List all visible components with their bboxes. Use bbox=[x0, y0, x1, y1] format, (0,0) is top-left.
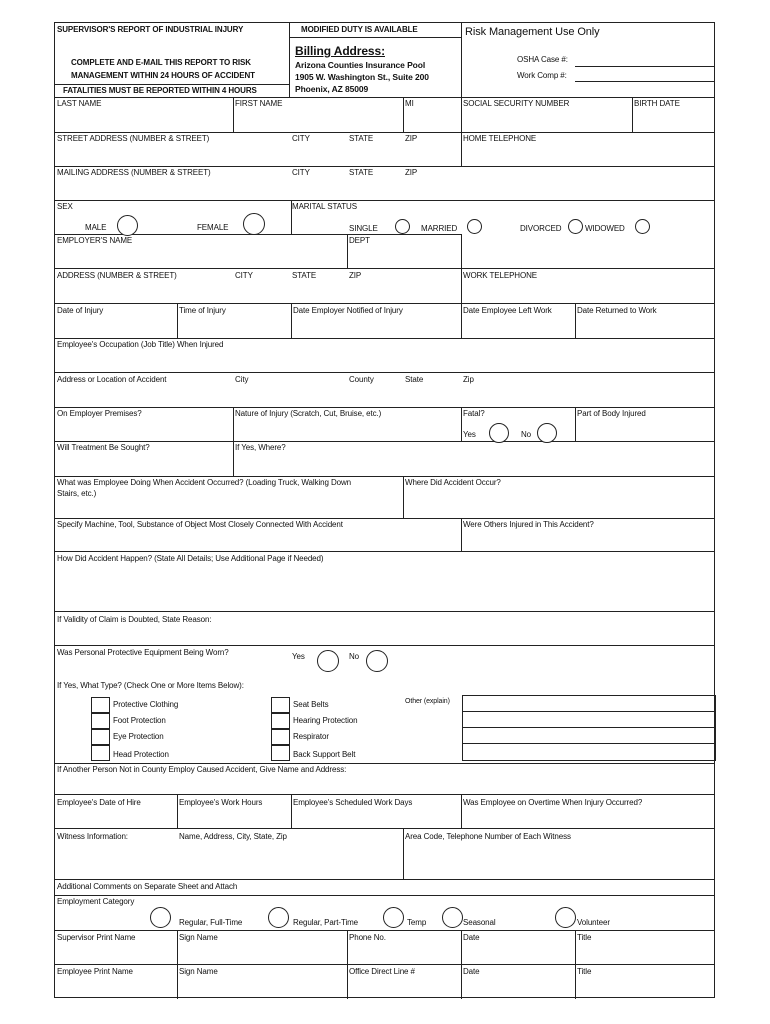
form-title: SUPERVISOR'S REPORT OF INDUSTRIAL INJURY bbox=[57, 25, 244, 34]
ppe-no-radio[interactable] bbox=[366, 650, 388, 672]
ppe-protective-clothing-label: Protective Clothing bbox=[113, 700, 179, 709]
header-divider-1 bbox=[289, 23, 290, 97]
witness-info-label: Witness Information: bbox=[57, 832, 128, 841]
fatal-yes-radio[interactable] bbox=[489, 423, 509, 443]
seasonal-radio[interactable] bbox=[442, 907, 463, 928]
ppe-head-label: Head Protection bbox=[113, 750, 169, 759]
mailing-city-label: CITY bbox=[292, 168, 310, 177]
date-employer-notified-label: Date Employer Notified of Injury bbox=[293, 306, 403, 315]
employee-doing-label-2: Stairs, etc.) bbox=[57, 489, 97, 498]
mailing-state-label: STATE bbox=[349, 168, 374, 177]
volunteer-radio[interactable] bbox=[555, 907, 576, 928]
home-telephone-label: HOME TELEPHONE bbox=[463, 134, 537, 143]
dept-label: DEPT bbox=[349, 236, 370, 245]
time-of-injury-label: Time of Injury bbox=[179, 306, 226, 315]
another-person-label: If Another Person Not in County Employ Caused Accident, Give Name and Address: bbox=[57, 765, 347, 774]
accident-location-label: Address or Location of Accident bbox=[57, 375, 167, 384]
mailing-zip-label: ZIP bbox=[405, 168, 418, 177]
ppe-eye-label: Eye Protection bbox=[113, 732, 164, 741]
fatal-no-radio[interactable] bbox=[537, 423, 557, 443]
divorced-radio[interactable] bbox=[568, 219, 583, 234]
fatal-label: Fatal? bbox=[463, 409, 485, 418]
volunteer-label: Volunteer bbox=[577, 918, 610, 927]
osha-case-field[interactable] bbox=[575, 66, 715, 67]
ppe-foot-checkbox[interactable] bbox=[91, 713, 110, 729]
occupation-label: Employee's Occupation (Job Title) When Injured bbox=[57, 340, 224, 349]
how-happen-label: How Did Accident Happen? (State All Details; Use Additional Page if Needed) bbox=[57, 554, 324, 563]
instruction-line-2: MANAGEMENT WITHIN 24 HOURS OF ACCIDENT bbox=[71, 71, 255, 80]
employer-zip-label: ZIP bbox=[349, 271, 362, 280]
last-name-label: LAST NAME bbox=[57, 99, 102, 108]
ppe-respirator-checkbox[interactable] bbox=[271, 729, 290, 745]
treatment-label: Will Treatment Be Sought? bbox=[57, 443, 150, 452]
ppe-seat-belts-checkbox[interactable] bbox=[271, 697, 290, 713]
zip-label: ZIP bbox=[405, 134, 418, 143]
work-comp-label: Work Comp #: bbox=[517, 71, 567, 80]
date-of-injury-label: Date of Injury bbox=[57, 306, 104, 315]
fatal-yes-label: Yes bbox=[463, 430, 476, 439]
employment-category-label: Employment Category bbox=[57, 897, 135, 906]
first-name-label: FIRST NAME bbox=[235, 99, 283, 108]
male-label: MALE bbox=[85, 223, 107, 232]
city-label: CITY bbox=[292, 134, 310, 143]
risk-management-label: Risk Management Use Only bbox=[465, 26, 600, 38]
regular-full-time-radio[interactable] bbox=[150, 907, 171, 928]
scheduled-days-label: Employee's Scheduled Work Days bbox=[293, 798, 413, 807]
ppe-back-support-checkbox[interactable] bbox=[271, 745, 290, 761]
ppe-hearing-label: Hearing Protection bbox=[293, 716, 358, 725]
on-premises-label: On Employer Premises? bbox=[57, 409, 142, 418]
injury-report-form bbox=[54, 22, 715, 998]
where-occur-label: Where Did Accident Occur? bbox=[405, 478, 501, 487]
employee-doing-label-1: What was Employee Doing When Accident Occurred? (Loading Truck, Walking Down bbox=[57, 478, 352, 487]
fatalities-notice: FATALITIES MUST BE REPORTED WITHIN 4 HOURS bbox=[63, 86, 257, 95]
employer-name-label: EMPLOYER'S NAME bbox=[57, 236, 133, 245]
date-returned-label: Date Returned to Work bbox=[577, 306, 657, 315]
work-hours-label: Employee's Work Hours bbox=[179, 798, 263, 807]
ssn-label: SOCIAL SECURITY NUMBER bbox=[463, 99, 570, 108]
employer-state-label: STATE bbox=[292, 271, 317, 280]
supervisor-sign-label: Sign Name bbox=[179, 933, 218, 942]
birth-date-label: BIRTH DATE bbox=[634, 99, 680, 108]
billing-heading: Billing Address: bbox=[295, 44, 385, 58]
ppe-hearing-checkbox[interactable] bbox=[271, 713, 290, 729]
ppe-foot-label: Foot Protection bbox=[113, 716, 166, 725]
employee-sign-label: Sign Name bbox=[179, 967, 218, 976]
female-label: FEMALE bbox=[197, 223, 229, 232]
employee-date-label: Date bbox=[463, 967, 480, 976]
osha-case-label: OSHA Case #: bbox=[517, 55, 568, 64]
state-label: STATE bbox=[349, 134, 374, 143]
billing-line-1: Arizona Counties Insurance Pool bbox=[295, 60, 426, 70]
mailing-address-label: MAILING ADDRESS (NUMBER & STREET) bbox=[57, 168, 211, 177]
ppe-back-support-label: Back Support Belt bbox=[293, 750, 356, 759]
supervisor-print-label: Supervisor Print Name bbox=[57, 933, 136, 942]
marital-status-label: MARITAL STATUS bbox=[292, 202, 357, 211]
accident-zip-label: Zip bbox=[463, 375, 474, 384]
ppe-respirator-label: Respirator bbox=[293, 732, 329, 741]
validity-label: If Validity of Claim is Doubted, State Reason: bbox=[57, 615, 212, 624]
ppe-yes-radio[interactable] bbox=[317, 650, 339, 672]
fatal-no-label: No bbox=[521, 430, 532, 439]
supervisor-date-label: Date bbox=[463, 933, 480, 942]
ppe-no-label: No bbox=[349, 652, 360, 661]
header-divider-2 bbox=[461, 23, 462, 97]
street-address-label: STREET ADDRESS (NUMBER & STREET) bbox=[57, 134, 210, 143]
overtime-label: Was Employee on Overtime When Injury Occurred? bbox=[463, 798, 643, 807]
date-employee-left-label: Date Employee Left Work bbox=[463, 306, 552, 315]
employee-print-label: Employee Print Name bbox=[57, 967, 133, 976]
ppe-head-checkbox[interactable] bbox=[91, 745, 110, 761]
fatalities-divider bbox=[55, 84, 289, 85]
work-comp-field[interactable] bbox=[575, 81, 715, 82]
ppe-other-box[interactable] bbox=[462, 695, 716, 761]
supervisor-phone-label: Phone No. bbox=[349, 933, 386, 942]
single-radio[interactable] bbox=[395, 219, 410, 234]
employer-city-label: CITY bbox=[235, 271, 253, 280]
nature-of-injury-label: Nature of Injury (Scratch, Cut, Bruise, etc.) bbox=[235, 409, 382, 418]
billing-line-3: Phoenix, AZ 85009 bbox=[295, 84, 369, 94]
accident-state-label: State bbox=[405, 375, 424, 384]
employee-title-label: Title bbox=[577, 967, 592, 976]
ppe-worn-label: Was Personal Protective Equipment Being Worn? bbox=[57, 648, 229, 657]
single-label: SINGLE bbox=[349, 224, 378, 233]
ppe-eye-checkbox[interactable] bbox=[91, 729, 110, 745]
work-telephone-label: WORK TELEPHONE bbox=[463, 271, 538, 280]
office-direct-label: Office Direct Line # bbox=[349, 967, 415, 976]
modified-duty-divider bbox=[289, 37, 461, 38]
if-yes-where-label: If Yes, Where? bbox=[235, 443, 286, 452]
modified-duty-notice: MODIFIED DUTY IS AVAILABLE bbox=[301, 25, 418, 34]
male-radio[interactable] bbox=[117, 215, 138, 236]
others-injured-label: Were Others Injured in This Accident? bbox=[463, 520, 594, 529]
ppe-yes-label: Yes bbox=[292, 652, 305, 661]
ppe-other-label: Other (explain) bbox=[405, 698, 450, 705]
sex-label: SEX bbox=[57, 202, 73, 211]
seasonal-label: Seasonal bbox=[463, 918, 496, 927]
temp-radio[interactable] bbox=[383, 907, 404, 928]
regular-part-time-label: Regular, Part-Time bbox=[293, 918, 359, 927]
body-part-label: Part of Body Injured bbox=[577, 409, 646, 418]
ppe-protective-clothing-checkbox[interactable] bbox=[91, 697, 110, 713]
married-label: MARRIED bbox=[421, 224, 458, 233]
ppe-seat-belts-label: Seat Belts bbox=[293, 700, 329, 709]
date-of-hire-label: Employee's Date of Hire bbox=[57, 798, 141, 807]
mi-label: MI bbox=[405, 99, 414, 108]
witness-phone-label: Area Code, Telephone Number of Each Witness bbox=[405, 832, 571, 841]
regular-full-time-label: Regular, Full-Time bbox=[179, 918, 243, 927]
widowed-label: WIDOWED bbox=[585, 224, 625, 233]
temp-label: Temp bbox=[407, 918, 427, 927]
witness-name-label: Name, Address, City, State, Zip bbox=[179, 832, 287, 841]
married-radio[interactable] bbox=[467, 219, 482, 234]
billing-line-2: 1905 W. Washington St., Suite 200 bbox=[295, 72, 429, 82]
employer-address-label: ADDRESS (NUMBER & STREET) bbox=[57, 271, 177, 280]
machine-label: Specify Machine, Tool, Substance of Object Most Closely Connected With Accident bbox=[57, 520, 343, 529]
instruction-line-1: COMPLETE AND E-MAIL THIS REPORT TO RISK bbox=[71, 58, 251, 67]
supervisor-title-label: Title bbox=[577, 933, 592, 942]
regular-part-time-radio[interactable] bbox=[268, 907, 289, 928]
ppe-type-label: If Yes, What Type? (Check One or More Items Below): bbox=[57, 681, 244, 690]
divorced-label: DIVORCED bbox=[520, 224, 562, 233]
accident-city-label: City bbox=[235, 375, 249, 384]
additional-comments-label: Additional Comments on Separate Sheet and Attach bbox=[57, 882, 238, 891]
widowed-radio[interactable] bbox=[635, 219, 650, 234]
accident-county-label: County bbox=[349, 375, 374, 384]
female-radio[interactable] bbox=[243, 213, 265, 235]
